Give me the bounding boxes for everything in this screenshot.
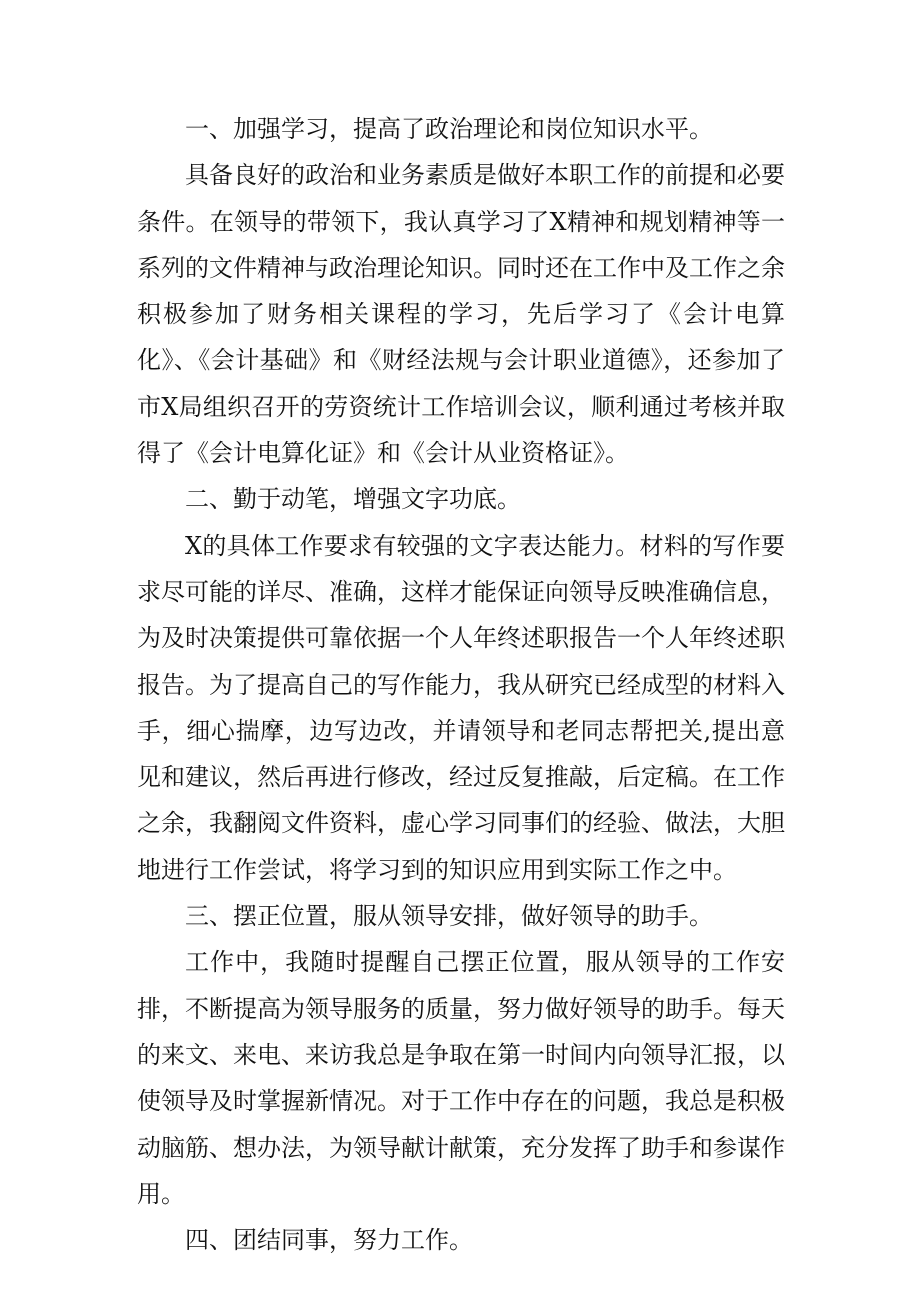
paragraph-assistant: 工作中，我随时提醒自己摆正位置，服从领导的工作安排，不断提高为领导服务的质量，努力做好领导的助手。每天的来文、来电、来访我总是争取在第一时间内向领导汇报，以使领导及时掌握新情况。对于工作中存在的问题，我总是积极动脑筋、想办法，为领导献计献策，充分发挥了助手和参谋作用。 (137, 948, 785, 1208)
section-heading-1: 一、加强学习，提高了政治理论和岗位知识水平。 (185, 115, 713, 143)
section-heading-2: 二、勤于动笔，增强文字功底。 (185, 485, 521, 514)
document-body (137, 106, 785, 1263)
section-heading-4: 四、团结同事，努力工作。 (185, 1226, 473, 1255)
paragraph-writing: X的具体工作要求有较强的文字表达能力。材料的写作要求尽可能的详尽、准确，这样才能保证向领导反映准确信息，为及时决策提供可靠依据一个人年终述职报告一个人年终述职报告。为了提高自己的写作能力，我从研究已经成型的材料入手，细心揣摩，边写边改，并请领导和老同志帮把关,提出意见和建议，然后再进行修改，经过反复推敲，后定稿。在工作之余，我翻阅文件资料，虚心学习同事们的经验、做法，大胆地进行工作尝试，将学习到的知识应用到实际工作之中。 (137, 531, 785, 884)
section-heading-3: 三、摆正位置，服从领导安排，做好领导的助手。 (185, 902, 713, 931)
paragraph-study: 具备良好的政治和业务素质是做好本职工作的前提和必要条件。在领导的带领下，我认真学习了X精神和规划精神等一系列的文件精神与政治理论知识。同时还在工作中及工作之余积极参加了财务相关课程的学习，先后学习了《会计电算化》、《会计基础》和《财经法规与会计职业道德》，还参加了市X局组织召开的劳资统计工作培训会议，顺利通过考核并取得了《会计电算化证》和《会计从业资格证》。 (137, 161, 785, 468)
